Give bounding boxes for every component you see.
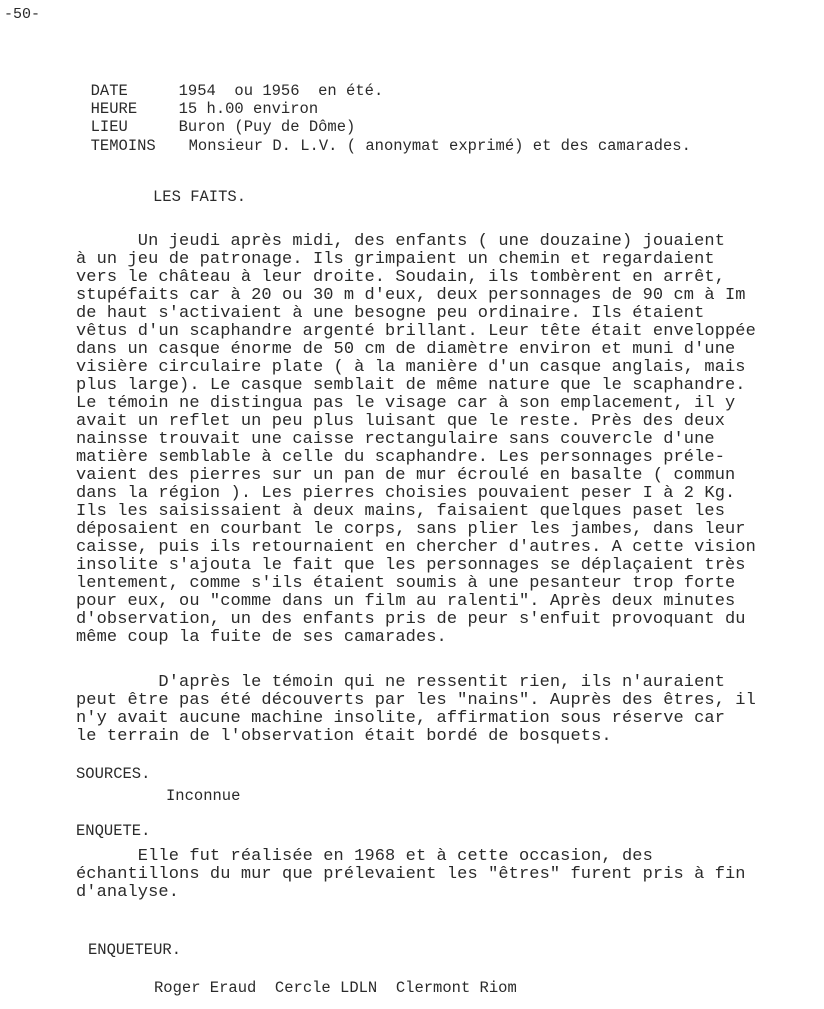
faits-heading: LES FAITS. [153,188,247,206]
enquete-line: échantillons du mur que prélevaient les "êtres" furent pris à fin [76,865,746,884]
meta-date-value: 1954 ou 1956 en été. [178,82,384,100]
faits-p2-line: D'après le témoin qui ne ressentit rien, ils n'auraient [76,673,726,692]
enqueteur-heading: ENQUETEUR. [88,941,182,959]
meta-temoins-value: Monsieur D. L.V. ( anonymat exprimé) et des camarades. [188,137,691,155]
meta-heure-label: HEURE [90,100,138,118]
faits-p1-line: stupéfaits car à 20 ou 30 m d'eux, deux personnages de 90 cm à Im [76,286,746,305]
faits-p1-line: à un jeu de patronage. Ils grimpaient un chemin et regardaient [76,250,715,269]
faits-p2-line: n'y avait aucune machine insolite, affirmation sous réserve car [76,709,726,728]
meta-heure-value: 15 h.00 environ [178,100,319,118]
faits-p1-line: caisse, puis ils retournaient en chercher d'autres. A cette vision [76,538,756,557]
faits-p1-line: visière circulaire plate ( à la manière d'un casque anglais, mais [76,358,746,377]
faits-p1-line: déposaient en courbant le corps, sans plier les jambes, dans leur [76,520,746,539]
faits-p1-line: de haut s'activaient à une besogne peu ordinaire. Ils étaient [76,304,705,323]
faits-p1-line: vêtus d'un scaphandre argenté brillant. Leur tête était enveloppée [76,322,756,341]
faits-p1-line: lentement, comme s'ils étaient soumis à une pesanteur trop forte [76,574,736,593]
sources-value: Inconnue [166,787,241,805]
faits-p2-line: peut être pas été découverts par les "nains". Auprès des êtres, il [76,691,756,710]
meta-temoins-row [72,119,691,155]
faits-p1-line: même coup la fuite de ses camarades. [76,628,447,647]
faits-p1-line: d'observation, un des enfants pris de peur s'enfuit provoquant du [76,610,746,629]
enquete-heading: ENQUETE. [76,822,151,840]
faits-p1-line: vaient des pierres sur un pan de mur écroulé en basalte ( commun [76,466,736,485]
page-number: -50- [4,6,41,23]
faits-p1-line: plus large). Le casque semblait de même nature que le scaphandre. [76,376,746,395]
faits-p1-line: Un jeudi après midi, des enfants ( une douzaine) jouaient [76,232,726,251]
faits-p1-line: avait un reflet un peu plus luisant que le reste. Près des deux [76,412,726,431]
faits-p1-line: pour eux, ou "comme dans un film au ralenti". Après deux minutes [76,592,736,611]
faits-p1-line: nainsse trouvait une caisse rectangulaire sans couvercle d'une [76,430,715,449]
sources-heading: SOURCES. [76,765,151,783]
enquete-line: d'analyse. [76,883,180,902]
faits-p1-line: dans un casque énorme de 50 cm de diamètre environ et muni d'une [76,340,736,359]
faits-p1-line: insolite s'ajouta le fait que les personnages se déplaçaient très [76,556,746,575]
faits-p1-line: vers le château à leur droite. Soudain, ils tombèrent en arrêt, [76,268,726,287]
faits-p2-line: le terrain de l'observation était bordé de bosquets. [76,727,612,746]
meta-lieu-label: LIEU [90,118,128,136]
faits-p1-line: matière semblable à celle du scaphandre. Les personnages préle- [76,448,726,467]
faits-p1-line: Le témoin ne distingua pas le visage car à son emplacement, il y [76,394,736,413]
meta-lieu-value: Buron (Puy de Dôme) [178,118,356,136]
enqueteur-value: Roger Eraud Cercle LDLN Clermont Riom [154,979,517,997]
meta-temoins-label: TEMOINS [90,137,156,155]
faits-p1-line: Ils les saisissaient à deux mains, faisaient quelques paset les [76,502,726,521]
meta-date-label: DATE [90,82,128,100]
enquete-line: Elle fut réalisée en 1968 et à cette occasion, des [76,847,653,866]
faits-p1-line: dans la région ). Les pierres choisies pouvaient peser I à 2 Kg. [76,484,736,503]
